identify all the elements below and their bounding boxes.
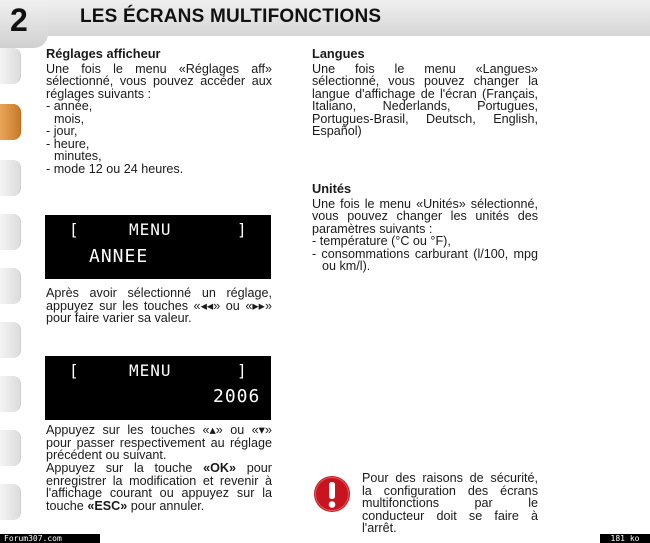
reglages-list [46,100,272,175]
page-title: LES ÉCRANS MULTIFONCTIONS [80,6,382,27]
press-ok-part: Appuyez sur la touche [46,461,204,475]
lcd-value: ANNEE [89,246,149,267]
chapter-tab[interactable] [0,160,21,196]
unites-list [312,235,538,273]
lcd-value: 2006 [213,386,261,407]
reglages-section [46,48,272,175]
langues-text: Une fois le menu «Langues» sélectionné, vous pouvez changer la langue d'affichage de l'écran (Français, Italiano, Nederlands, Portugues, Portugues-Brasil, Deutsch, English, Español) [312,61,538,138]
esc-key-label: «ESC» [87,498,128,513]
unites-heading: Unités [312,181,352,196]
press-arrows-text: Appuyez sur les touches «▴» ou «▾» pour passer respectivement au réglage précédent ou suivant. [46,423,272,462]
press-ok-text [46,462,272,512]
page-header [0,0,650,36]
after-select-text: Après avoir sélectionné un réglage, appuyez sur les touches «◂◂» ou «▸▸» pour faire varier sa valeur. [46,286,272,325]
chapter-number: 2 [10,2,28,38]
list-item: - température (°C ou °F), [312,234,451,248]
chapter-tabs [0,48,22,528]
lcd-bracket-right: ] [237,220,248,239]
footer-size-label: 181 ko [610,534,640,543]
lcd-bracket-right: ] [237,361,248,380]
lcd-display-annee [45,215,271,279]
chapter-tab-active[interactable] [0,104,21,140]
ok-key-label: «OK» [203,461,237,475]
lcd-bracket-left: [ [69,361,80,380]
chapter-box [0,0,48,48]
list-item: minutes, [54,149,102,163]
lcd-menu-label: MENU [129,361,172,380]
unites-intro: Une fois le menu «Unités» sélectionné, vous pouvez changer les unités des paramètres suivants : [312,196,538,236]
list-item: - consommations carburant (l/100, mpg ou km/l). [312,246,538,273]
footer-site-label: Forum307.com [4,534,62,543]
chapter-tab[interactable] [0,214,21,250]
list-item: - mode 12 ou 24 heures. [46,161,184,176]
lcd-display-year [45,356,271,420]
press-ok-part: pour enregistrer la modification et revenir à l'affichage courant ou appuyez sur la touche [46,461,272,513]
chapter-tab[interactable] [0,430,21,466]
warning-text: Pour des raisons de sécurité, la configuration des écrans multifonctions par le conducteur doit se faire à l'arrêt. [362,471,538,535]
chapter-tab[interactable] [0,268,21,304]
footer-size [600,534,650,543]
chapter-tab[interactable] [0,376,21,412]
list-item: - année, [46,99,93,113]
list-item: mois, [54,111,85,126]
chapter-tab[interactable] [0,322,21,358]
footer-site [0,534,100,543]
reglages-heading: Réglages afficheur [46,46,161,61]
list-item: - jour, [46,124,78,138]
lcd-bracket-left: [ [69,220,80,239]
lcd-menu-label: MENU [129,220,172,239]
chapter-tab[interactable] [0,48,21,84]
chapter-tab[interactable] [0,484,21,520]
unites-section [312,183,538,273]
langues-section [312,48,538,138]
exclamation-icon [312,474,352,514]
langues-heading: Langues [312,46,365,61]
reglages-intro: Une fois le menu «Réglages aff» sélectionné, vous pouvez accéder aux réglages suivants : [46,61,272,101]
press-ok-part: pour annuler. [127,498,205,513]
list-item: - heure, [46,136,90,151]
